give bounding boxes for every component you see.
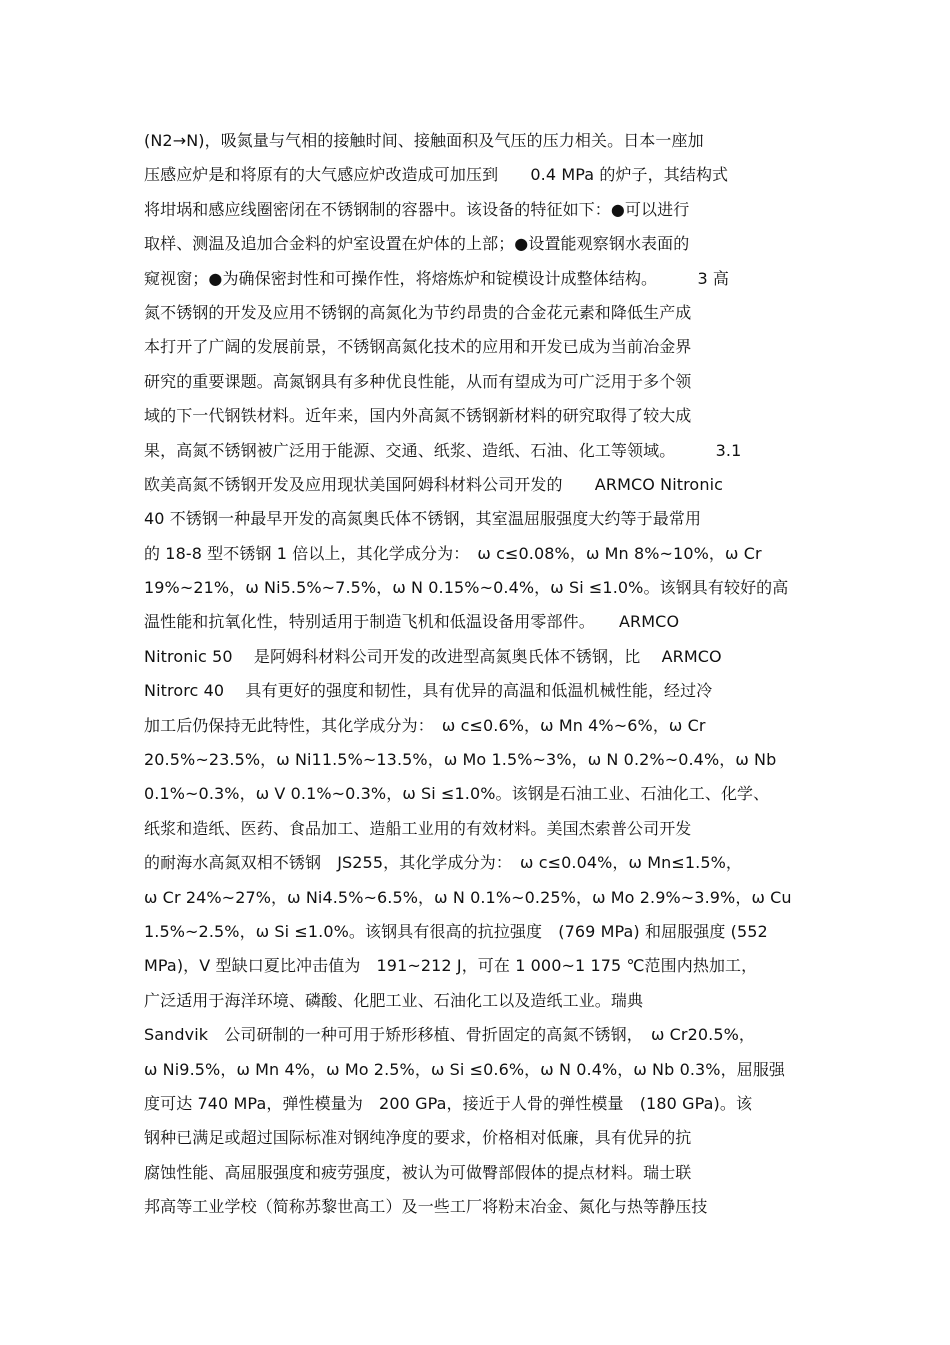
text-line: 温性能和抗氧化性，特别适用于制造飞机和低温设备用零部件。 ARMCO <box>144 612 680 632</box>
text-line: 的 18-8 型不锈钢 1 倍以上，其化学成分为： ω c≤0.08%，ω Mn 8%~10%，ω Cr <box>144 543 762 563</box>
body-text <box>144 124 814 1225</box>
text-line: 腐蚀性能、高屈服强度和疲劳强度，被认为可做臀部假体的提点材料。瑞士联 <box>144 1162 692 1182</box>
text-line: 邦高等工业学校（简称苏黎世高工）及一些工厂将粉末冶金、氮化与热等静压技 <box>144 1197 708 1217</box>
text-line: 本打开了广阔的发展前景，不锈钢高氮化技术的应用和开发已成为当前冶金界 <box>144 337 692 357</box>
text-line: 度可达 740 MPa，弹性模量为 200 GPa，接近于人骨的弹性模量 (180 GPa)。该 <box>144 1093 753 1113</box>
text-line: ω Cr 24%~27%，ω Ni4.5%~6.5%，ω N 0.1%~0.25%，ω Mo 2.9%~3.9%，ω Cu <box>144 887 792 907</box>
text-line: 0.1%~0.3%，ω V 0.1%~0.3%，ω Si ≤1.0%。该钢是石油工业、石油化工、化学、 <box>144 784 770 804</box>
text-line: 将坩埚和感应线圈密闭在不锈钢制的容器中。该设备的特征如下：●可以进行 <box>144 199 690 219</box>
text-line: 40 不锈钢一种最早开发的高氮奥氏体不锈钢，其室温屈服强度大约等于最常用 <box>144 509 702 529</box>
text-line: Sandvik 公司研制的一种可用于矫形移植、骨折固定的高氮不锈钢， ω Cr20.5%， <box>144 1025 756 1045</box>
text-line: (N2→N)，吸氮量与气相的接触时间、接触面积及气压的压力相关。日本一座加 <box>144 131 704 150</box>
text-line: 1.5%~2.5%，ω Si ≤1.0%。该钢具有很高的抗拉强度 (769 MPa) 和屈服强度 (552 <box>144 921 768 941</box>
text-line: 氮不锈钢的开发及应用不锈钢的高氮化为节约昂贵的合金花元素和降低生产成 <box>144 302 692 322</box>
text-line: 广泛适用于海洋环境、磷酸、化肥工业、石油化工以及造纸工业。瑞典 <box>144 990 644 1010</box>
text-line: MPa)，V 型缺口夏比冲击值为 191~212 J，可在 1 000~1 175 ℃范围内热加工， <box>144 956 758 976</box>
text-line: 果，高氮不锈钢被广泛用于能源、交通、纸浆、造纸、石油、化工等领域。 3.1 <box>144 440 742 460</box>
text-line: 加工后仍保持无此特性，其化学成分为： ω c≤0.6%，ω Mn 4%~6%，ω Cr <box>144 715 706 735</box>
text-line: 的耐海水高氮双相不锈钢 JS255，其化学成分为： ω c≤0.04%，ω Mn≤1.5%， <box>144 853 743 873</box>
text-line: 19%~21%，ω Ni5.5%~7.5%，ω N 0.15%~0.4%，ω Si ≤1.0%。该钢具有较好的高 <box>144 578 789 598</box>
text-line: 域的下一代钢铁材料。近年来，国内外高氮不锈钢新材料的研究取得了较大成 <box>144 406 692 426</box>
text-line: 欧美高氮不锈钢开发及应用现状美国阿姆科材料公司开发的 ARMCO Nitronic <box>144 474 724 494</box>
text-line: 钢种已满足或超过国际标准对钢纯净度的要求，价格相对低廉，具有优异的抗 <box>144 1128 692 1148</box>
text-line: 20.5%~23.5%，ω Ni11.5%~13.5%，ω Mo 1.5%~3%，ω N 0.2%~0.4%，ω Nb <box>144 750 777 770</box>
text-line: 压感应炉是和将原有的大气感应炉改造成可加压到 0.4 MPa 的炉子，其结构式 <box>144 165 729 185</box>
text-line: Nitronic 50 是阿姆科材料公司开发的改进型高氮奥氏体不锈钢，比 ARMCO <box>144 646 722 666</box>
text-line: 窥视窗；●为确保密封性和可操作性，将熔炼炉和锭模设计成整体结构。 3 高 <box>144 268 730 288</box>
text-line: 取样、测温及追加合金料的炉室设置在炉体的上部；●设置能观察钢水表面的 <box>144 234 690 254</box>
text-line: 研究的重要课题。高氮钢具有多种优良性能，从而有望成为可广泛用于多个领 <box>144 371 692 391</box>
text-line: Nitrorc 40 具有更好的强度和韧性，具有优异的高温和低温机械性能，经过冷 <box>144 681 713 701</box>
text-line: ω Ni9.5%，ω Mn 4%，ω Mo 2.5%，ω Si ≤0.6%，ω N 0.4%，ω Nb 0.3%，屈服强 <box>144 1059 786 1079</box>
text-line: 纸浆和造纸、医药、食品加工、造船工业用的有效材料。美国杰索普公司开发 <box>144 818 692 838</box>
